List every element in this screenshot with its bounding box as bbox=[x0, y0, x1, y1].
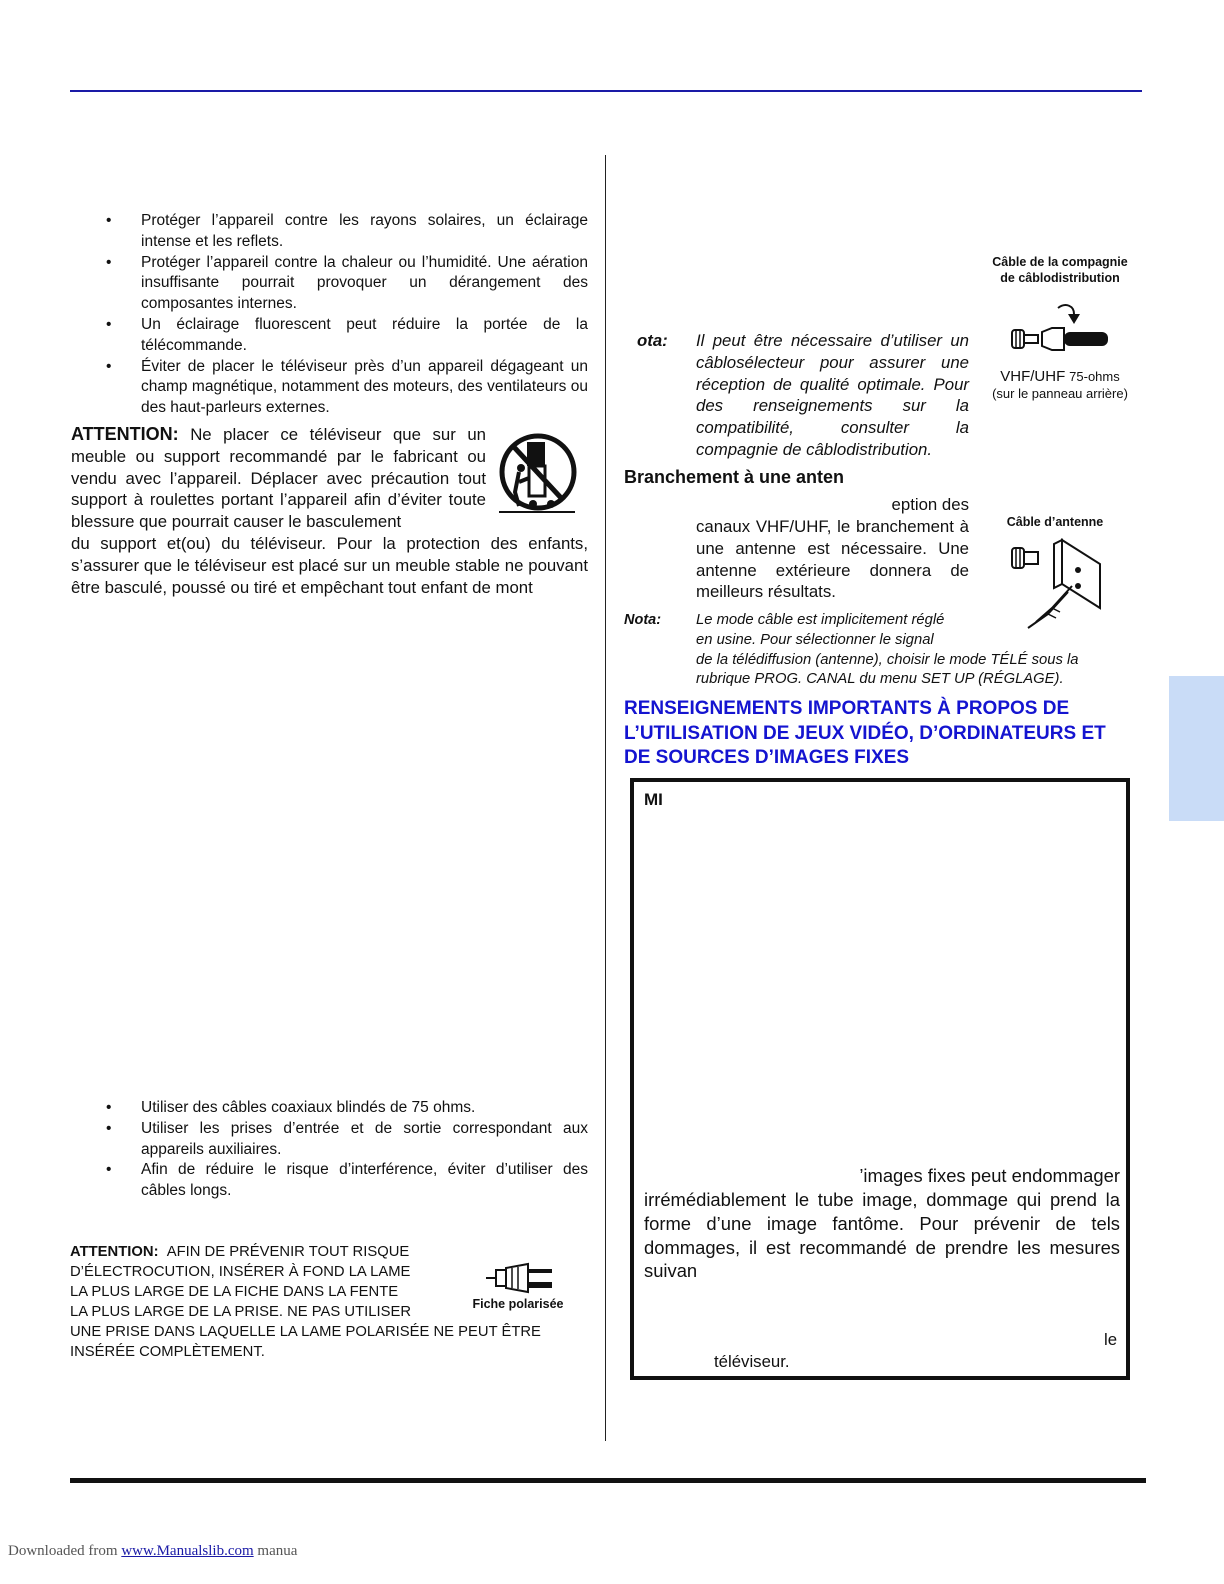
box-text-first: ’images fixes peut endommager bbox=[859, 1165, 1120, 1186]
vhf-caption: VHF/UHF 75-ohms (sur le panneau arrière) bbox=[992, 368, 1128, 401]
antenna-text: canaux VHF/UHF, le branchement à une antenne est nécessaire. Une antenne extérieure donnera de meilleurs résultats. bbox=[696, 517, 969, 602]
list-item: • Un éclairage fluorescent peut réduire la portée de la télécommande. bbox=[106, 315, 588, 354]
column-divider bbox=[605, 155, 606, 1441]
box-title: MI bbox=[644, 790, 663, 809]
attention-text: Ne placer ce téléviseur que sur un meuble ou support recommandé par le fabricant ou vendu avec l’appareil. Déplacer avec précaution tout support à roulettes portant l’appareil afin d’éviter toute blessure que pourrait causer le basculement bbox=[71, 425, 486, 532]
header-rule bbox=[70, 90, 1142, 92]
nota2-label: Nota: bbox=[624, 612, 662, 628]
list-item: • Utiliser les prises d’entrée et de sortie correspondant aux appareils auxiliaires. bbox=[106, 1119, 588, 1158]
list-item: • Protéger l’appareil contre les rayons solaires, un éclairage intense et les reflets. bbox=[106, 212, 588, 250]
box-tv: téléviseur. bbox=[714, 1352, 790, 1371]
cable-caption: Câble de la compagnie de câblodistribution bbox=[992, 255, 1128, 285]
bullet-list-top bbox=[70, 211, 588, 419]
list-item: • Éviter de placer le téléviseur près d’un appareil dégageant un champ magnétique, notamment des moteurs, des ventilateurs ou des haut-parleurs externes. bbox=[106, 357, 588, 417]
attention-label: ATTENTION: bbox=[71, 424, 179, 444]
section-tab bbox=[1169, 676, 1224, 821]
bullet-list-bottom bbox=[70, 1098, 588, 1202]
antenna-heading: Branchement à une anten bbox=[624, 467, 845, 487]
nota1-text: Il peut être nécessaire d’utiliser un câblosélecteur pour assurer une réception de qualité optimale. Pour des renseignements sur la compatibilité, consulter la compagnie de câblodistribution. bbox=[696, 331, 969, 459]
attention-paragraph bbox=[71, 424, 486, 533]
download-footer: Downloaded from www.Manualslib.com manua bbox=[8, 1543, 298, 1559]
manualslib-link[interactable]: www.Manualslib.com bbox=[121, 1543, 254, 1559]
footer-rule bbox=[70, 1478, 1146, 1483]
list-item: • Protéger l’appareil contre la chaleur ou l’humidité. Une aération insuffisante pourrait provoquer un dérangement des composantes internes. bbox=[106, 253, 588, 313]
box-text: irrémédiablement le tube image, dommage qui prend la forme d’une image fantôme. Pour prévenir de tels dommages, il est recommandé de prendre les mesures suivan bbox=[644, 1189, 1120, 1282]
list-item: • Utiliser des câbles coaxiaux blindés de 75 ohms. bbox=[106, 1099, 476, 1116]
polarized-plug-warning: ATTENTION: AFIN DE PRÉVENIR TOUT RISQUE D’ÉLECTROCUTION, INSÉRER À FOND LA LAME LA PLUS LARGE DE LA FICHE DANS LA FENTE LA PLUS LARGE DE LA PRISE. NE PAS UTILISER UNE PRISE DANS LAQUELLE LA LAME POLARISÉE NE PEUT ÊTRE INSÉRÉE COMPLÈTEMENT. bbox=[70, 1244, 541, 1360]
antenna-text-first: eption des bbox=[891, 495, 969, 514]
antenna-caption: Câble d’antenne bbox=[1006, 515, 1104, 529]
cable-connector-icon bbox=[1008, 302, 1112, 354]
attention2-label: ATTENTION: bbox=[70, 1244, 159, 1260]
attention-continued: du support et(ou) du téléviseur. Pour la protection des enfants, s’assurer que le téléviseur est placé sur un meuble stable ne pouvant être basculé, poussé ou tiré et empêchant tout enfant de mont bbox=[71, 534, 588, 597]
important-info-heading: RENSEIGNEMENTS IMPORTANTS À PROPOS DE L’UTILISATION DE JEUX VIDÉO, D’ORDINATEURS ET DE SOURCES D’IMAGES FIXES bbox=[624, 698, 1106, 768]
nota1-label: ota: bbox=[637, 331, 668, 350]
polarized-plug-icon bbox=[484, 1262, 556, 1294]
plug-caption: Fiche polarisée bbox=[472, 1297, 564, 1311]
warning-box bbox=[630, 778, 1130, 1380]
nota2-text: Le mode câble est implicitement réglé en usine. Pour sélectionner le signal de la télédiffusion (antenne), choisir le mode TÉLÉ sous la rubrique PROG. CANAL du menu SET UP (RÉGLAGE). bbox=[696, 612, 1079, 688]
cart-warning-icon bbox=[497, 432, 579, 516]
box-le: le bbox=[1104, 1330, 1118, 1349]
list-item: • Afin de réduire le risque d’interférence, éviter d’utiliser des câbles longs. bbox=[106, 1161, 588, 1200]
